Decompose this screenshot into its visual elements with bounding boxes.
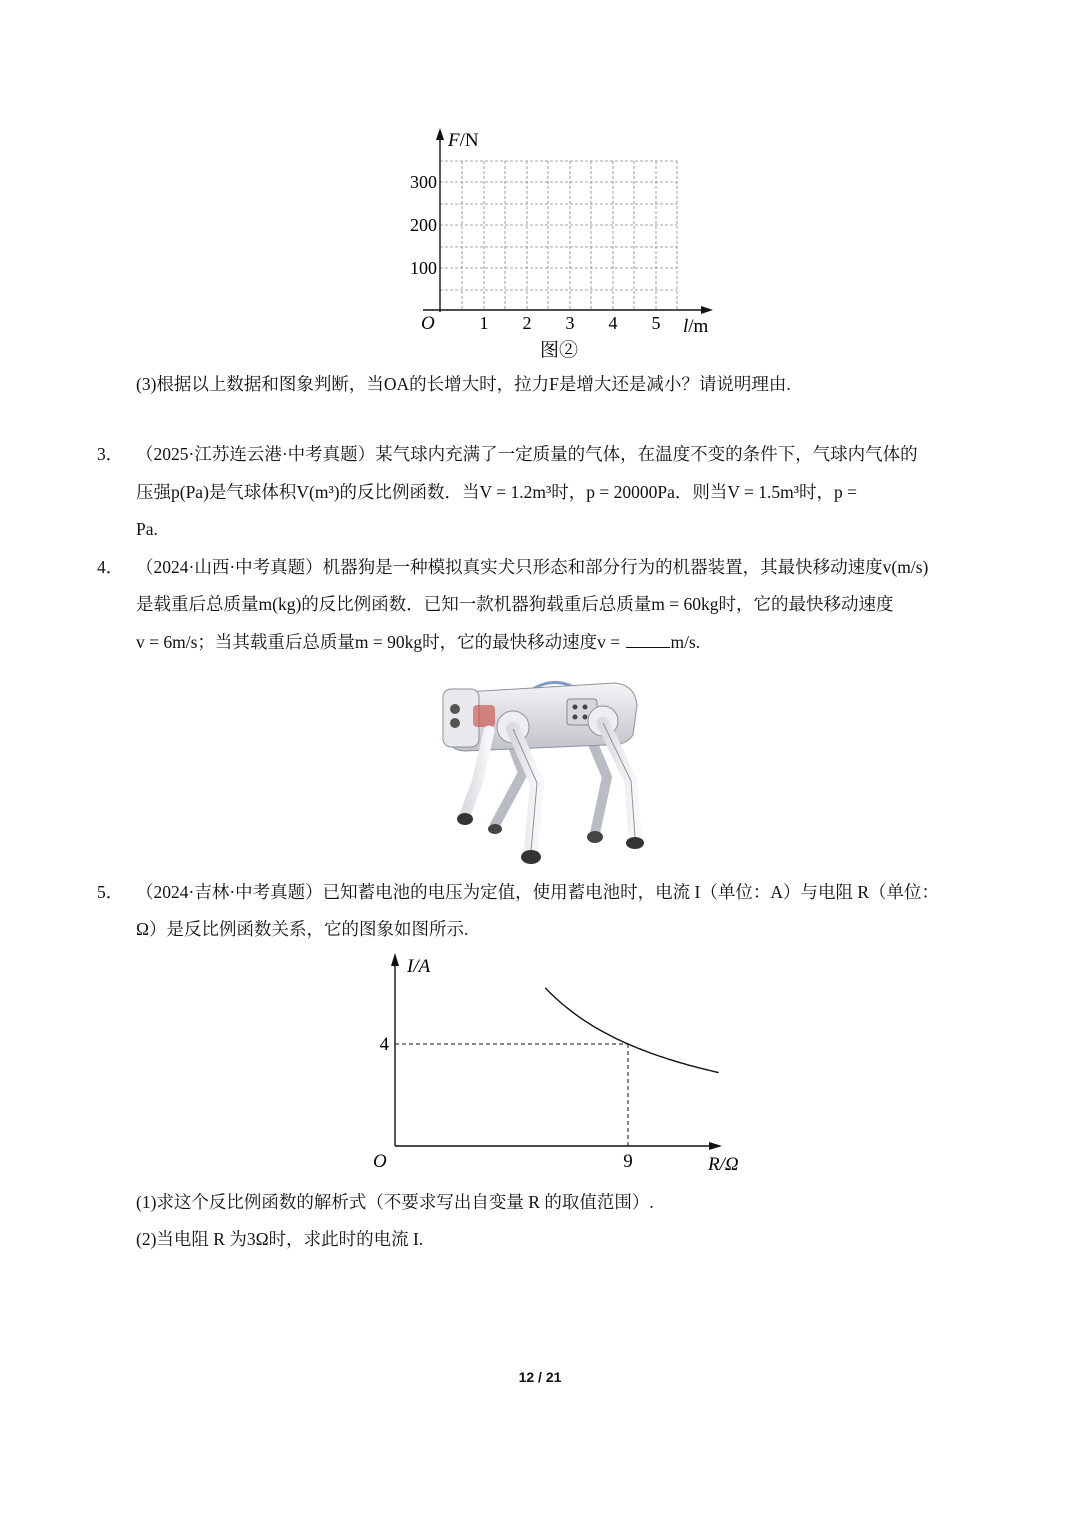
question-5-part-2: (2)当电阻 R 为3Ω时，求此时的电流 I.: [136, 1229, 424, 1249]
x-axis-label: R/Ω: [708, 1154, 739, 1175]
question-5-line-2: Ω）是反比例函数关系，它的图象如图所示.: [136, 919, 469, 939]
x-tick-label: 1: [479, 313, 489, 333]
figure-2-grid-chart: [395, 120, 735, 365]
y-tick-label: 200: [410, 215, 437, 235]
question-3-line-2: 压强p(Pa)是气球体积V(m³)的反比例函数．当V = 1.2m³时，p = 20000Pa．则当V = 1.5m³时，p =: [136, 482, 858, 502]
y-tick-label: 300: [410, 172, 437, 192]
y-axis-arrow-icon: [436, 128, 444, 140]
current-resistance-chart: [360, 945, 760, 1180]
x-tick-label: 4: [608, 313, 618, 333]
question-3-number: 3．: [97, 444, 124, 464]
robot-dog-image: [435, 665, 655, 870]
question-5-part-1: (1)求这个反比例函数的解析式（不要求写出自变量 R 的取值范围）.: [136, 1192, 654, 1212]
origin-label: O: [421, 313, 435, 334]
question-4-line-3-text: v = 6m/s；当其载重后总质量m = 90kg时，它的最快移动速度v =: [136, 632, 621, 652]
figure-caption: 图②: [539, 340, 579, 361]
y-axis-label: F/N: [448, 130, 479, 151]
origin-label: O: [373, 1151, 387, 1172]
y-axis-label: I/A: [407, 956, 431, 977]
inverse-proportion-curve: [545, 988, 718, 1073]
grid-lines: [440, 161, 677, 310]
page-number: 12 / 21: [518, 1369, 562, 1385]
answer-blank: [626, 630, 670, 648]
question-3-line-1: （2025·江苏连云港·中考真题）某气球内充满了一定质量的气体，在温度不变的条件下，气球内气体的: [136, 444, 918, 464]
x-tick-label: 9: [623, 1151, 633, 1172]
x-tick-label: 2: [522, 313, 532, 333]
x-axis-arrow-icon: [709, 1142, 722, 1150]
y-axis-arrow-icon: [391, 953, 399, 966]
x-tick-label: 5: [651, 313, 661, 333]
x-axis-label: l/m: [683, 316, 709, 337]
question-4-number: 4．: [97, 557, 124, 577]
y-tick-label: 100: [410, 258, 437, 278]
question-5-number: 5．: [97, 882, 124, 902]
question-5-line-1: （2024·吉林·中考真题）已知蓄电池的电压为定值，使用蓄电池时，电流 I（单位：A）与电阻 R（单位：: [136, 882, 940, 902]
x-tick-label: 3: [565, 313, 575, 333]
question-4-unit: m/s.: [670, 632, 701, 652]
question-4-line-2: 是载重后总质量m(kg)的反比例函数．已知一款机器狗载重后总质量m = 60kg时，它的最快移动速度: [136, 594, 894, 614]
question-4-line-3: [136, 629, 700, 655]
y-tick-label: 4: [379, 1034, 389, 1055]
question-3-line-3: Pa.: [136, 519, 158, 539]
question-4-line-1: （2024·山西·中考真题）机器狗是一种模拟真实犬只形态和部分行为的机器装置，其最快移动速度v(m/s): [136, 557, 929, 577]
question-2-part-3: (3)根据以上数据和图象判断，当OA的长增大时，拉力F是增大还是减小？请说明理由.: [136, 374, 791, 394]
x-axis-arrow-icon: [701, 306, 713, 314]
